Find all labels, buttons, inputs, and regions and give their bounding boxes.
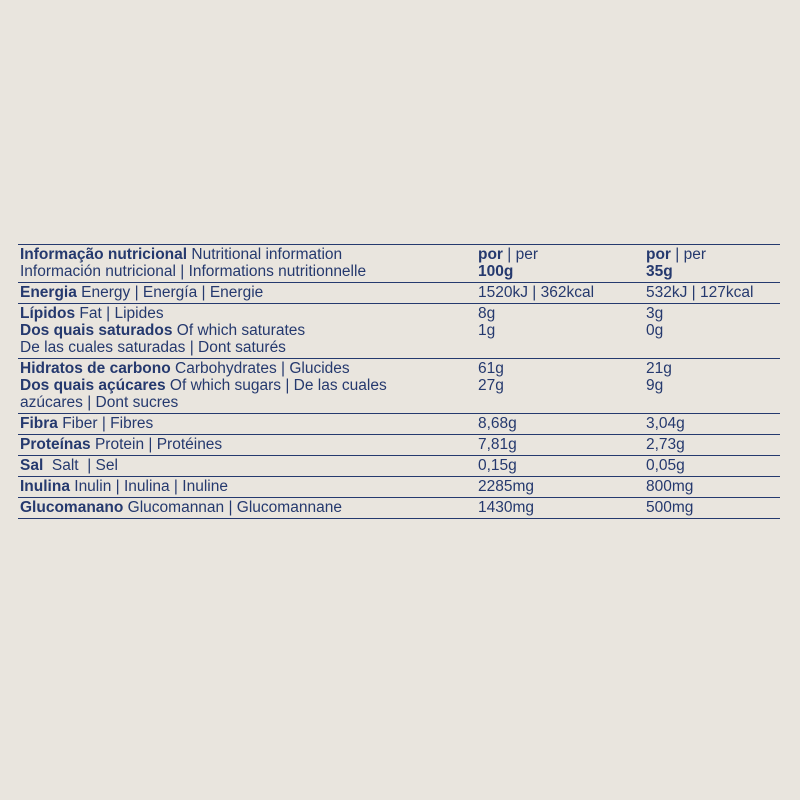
- label-rest: Salt | Sel: [43, 457, 118, 474]
- value-100g: 0,15g: [478, 457, 517, 474]
- label-line2: azúcares | Dont sucres: [20, 394, 179, 411]
- label-bold: Hidratos de carbono: [20, 360, 171, 377]
- value-100g: 2285mg: [478, 478, 535, 495]
- value-100g: 8,68g: [478, 415, 517, 432]
- value-100g: 7,81g: [478, 436, 517, 453]
- value-35g: 500mg: [646, 499, 694, 516]
- header-col-35g: [646, 245, 780, 282]
- value-35g: 2,73g: [646, 436, 685, 453]
- label-bold: Lípidos: [20, 305, 76, 322]
- label-bold: Fibra: [20, 415, 58, 432]
- header-title-cell: [18, 245, 478, 282]
- label-bold: Proteínas: [20, 436, 91, 453]
- label-bold: Energia: [20, 284, 77, 301]
- label-bold: Sal: [20, 457, 44, 474]
- header-row: [18, 245, 780, 283]
- value-35g: 800mg: [646, 478, 694, 495]
- header-title-line2: Información nutricional | Informations nutritionnelle: [20, 263, 367, 280]
- value-35g: 3,04g: [646, 415, 685, 432]
- col2-amount: 35g: [646, 263, 673, 280]
- value-35g: 21g: [646, 360, 672, 377]
- row-sal: [18, 456, 780, 477]
- value-35g: 3g: [646, 305, 664, 322]
- row-hidratos: [18, 359, 780, 414]
- col1-amount: 100g: [478, 263, 514, 280]
- value-100g: 1g: [478, 322, 496, 339]
- label-rest: Energy | Energía | Energie: [76, 284, 264, 301]
- value-35g: 532kJ | 127kcal: [646, 284, 754, 301]
- label-bold: Dos quais açúcares: [20, 377, 166, 394]
- label-bold: Dos quais saturados: [20, 322, 173, 339]
- row-glucomanano: [18, 498, 780, 518]
- value-100g: 61g: [478, 360, 504, 377]
- row-energia: [18, 283, 780, 304]
- label-rest: Protein | Protéines: [90, 436, 223, 453]
- header-col-100g: [478, 245, 646, 282]
- col2-por: por: [646, 246, 671, 263]
- value-35g: 0,05g: [646, 457, 685, 474]
- value-100g: 1520kJ | 362kcal: [478, 284, 595, 301]
- label-line2: De las cuales saturadas | Dont saturés: [20, 339, 286, 356]
- col1-per: | per: [502, 246, 539, 263]
- value-35g: 0g: [646, 322, 664, 339]
- header-title-bold: Informação nutricional: [20, 246, 188, 263]
- label-rest: Of which sugars | De las cuales: [165, 377, 387, 394]
- label-rest: Fat | Lipides: [75, 305, 164, 322]
- col1-por: por: [478, 246, 503, 263]
- col2-per: | per: [670, 246, 707, 263]
- row-lipidos: [18, 304, 780, 359]
- label-rest: Fiber | Fibres: [57, 415, 154, 432]
- label-rest: Carbohydrates | Glucides: [170, 360, 350, 377]
- row-inulina: [18, 477, 780, 498]
- value-35g: 9g: [646, 377, 664, 394]
- label-bold: Inulina: [20, 478, 70, 495]
- label-rest: Of which saturates: [172, 322, 306, 339]
- header-title-rest: Nutritional information: [187, 246, 343, 263]
- label-rest: Inulin | Inulina | Inuline: [69, 478, 228, 495]
- label-bold: Glucomanano: [20, 499, 124, 516]
- value-100g: 27g: [478, 377, 504, 394]
- value-100g: 1430mg: [478, 499, 535, 516]
- row-fibra: [18, 414, 780, 435]
- nutrition-table: [18, 244, 780, 519]
- label-rest: Glucomannan | Glucomannane: [123, 499, 342, 516]
- value-100g: 8g: [478, 305, 496, 322]
- row-proteinas: [18, 435, 780, 456]
